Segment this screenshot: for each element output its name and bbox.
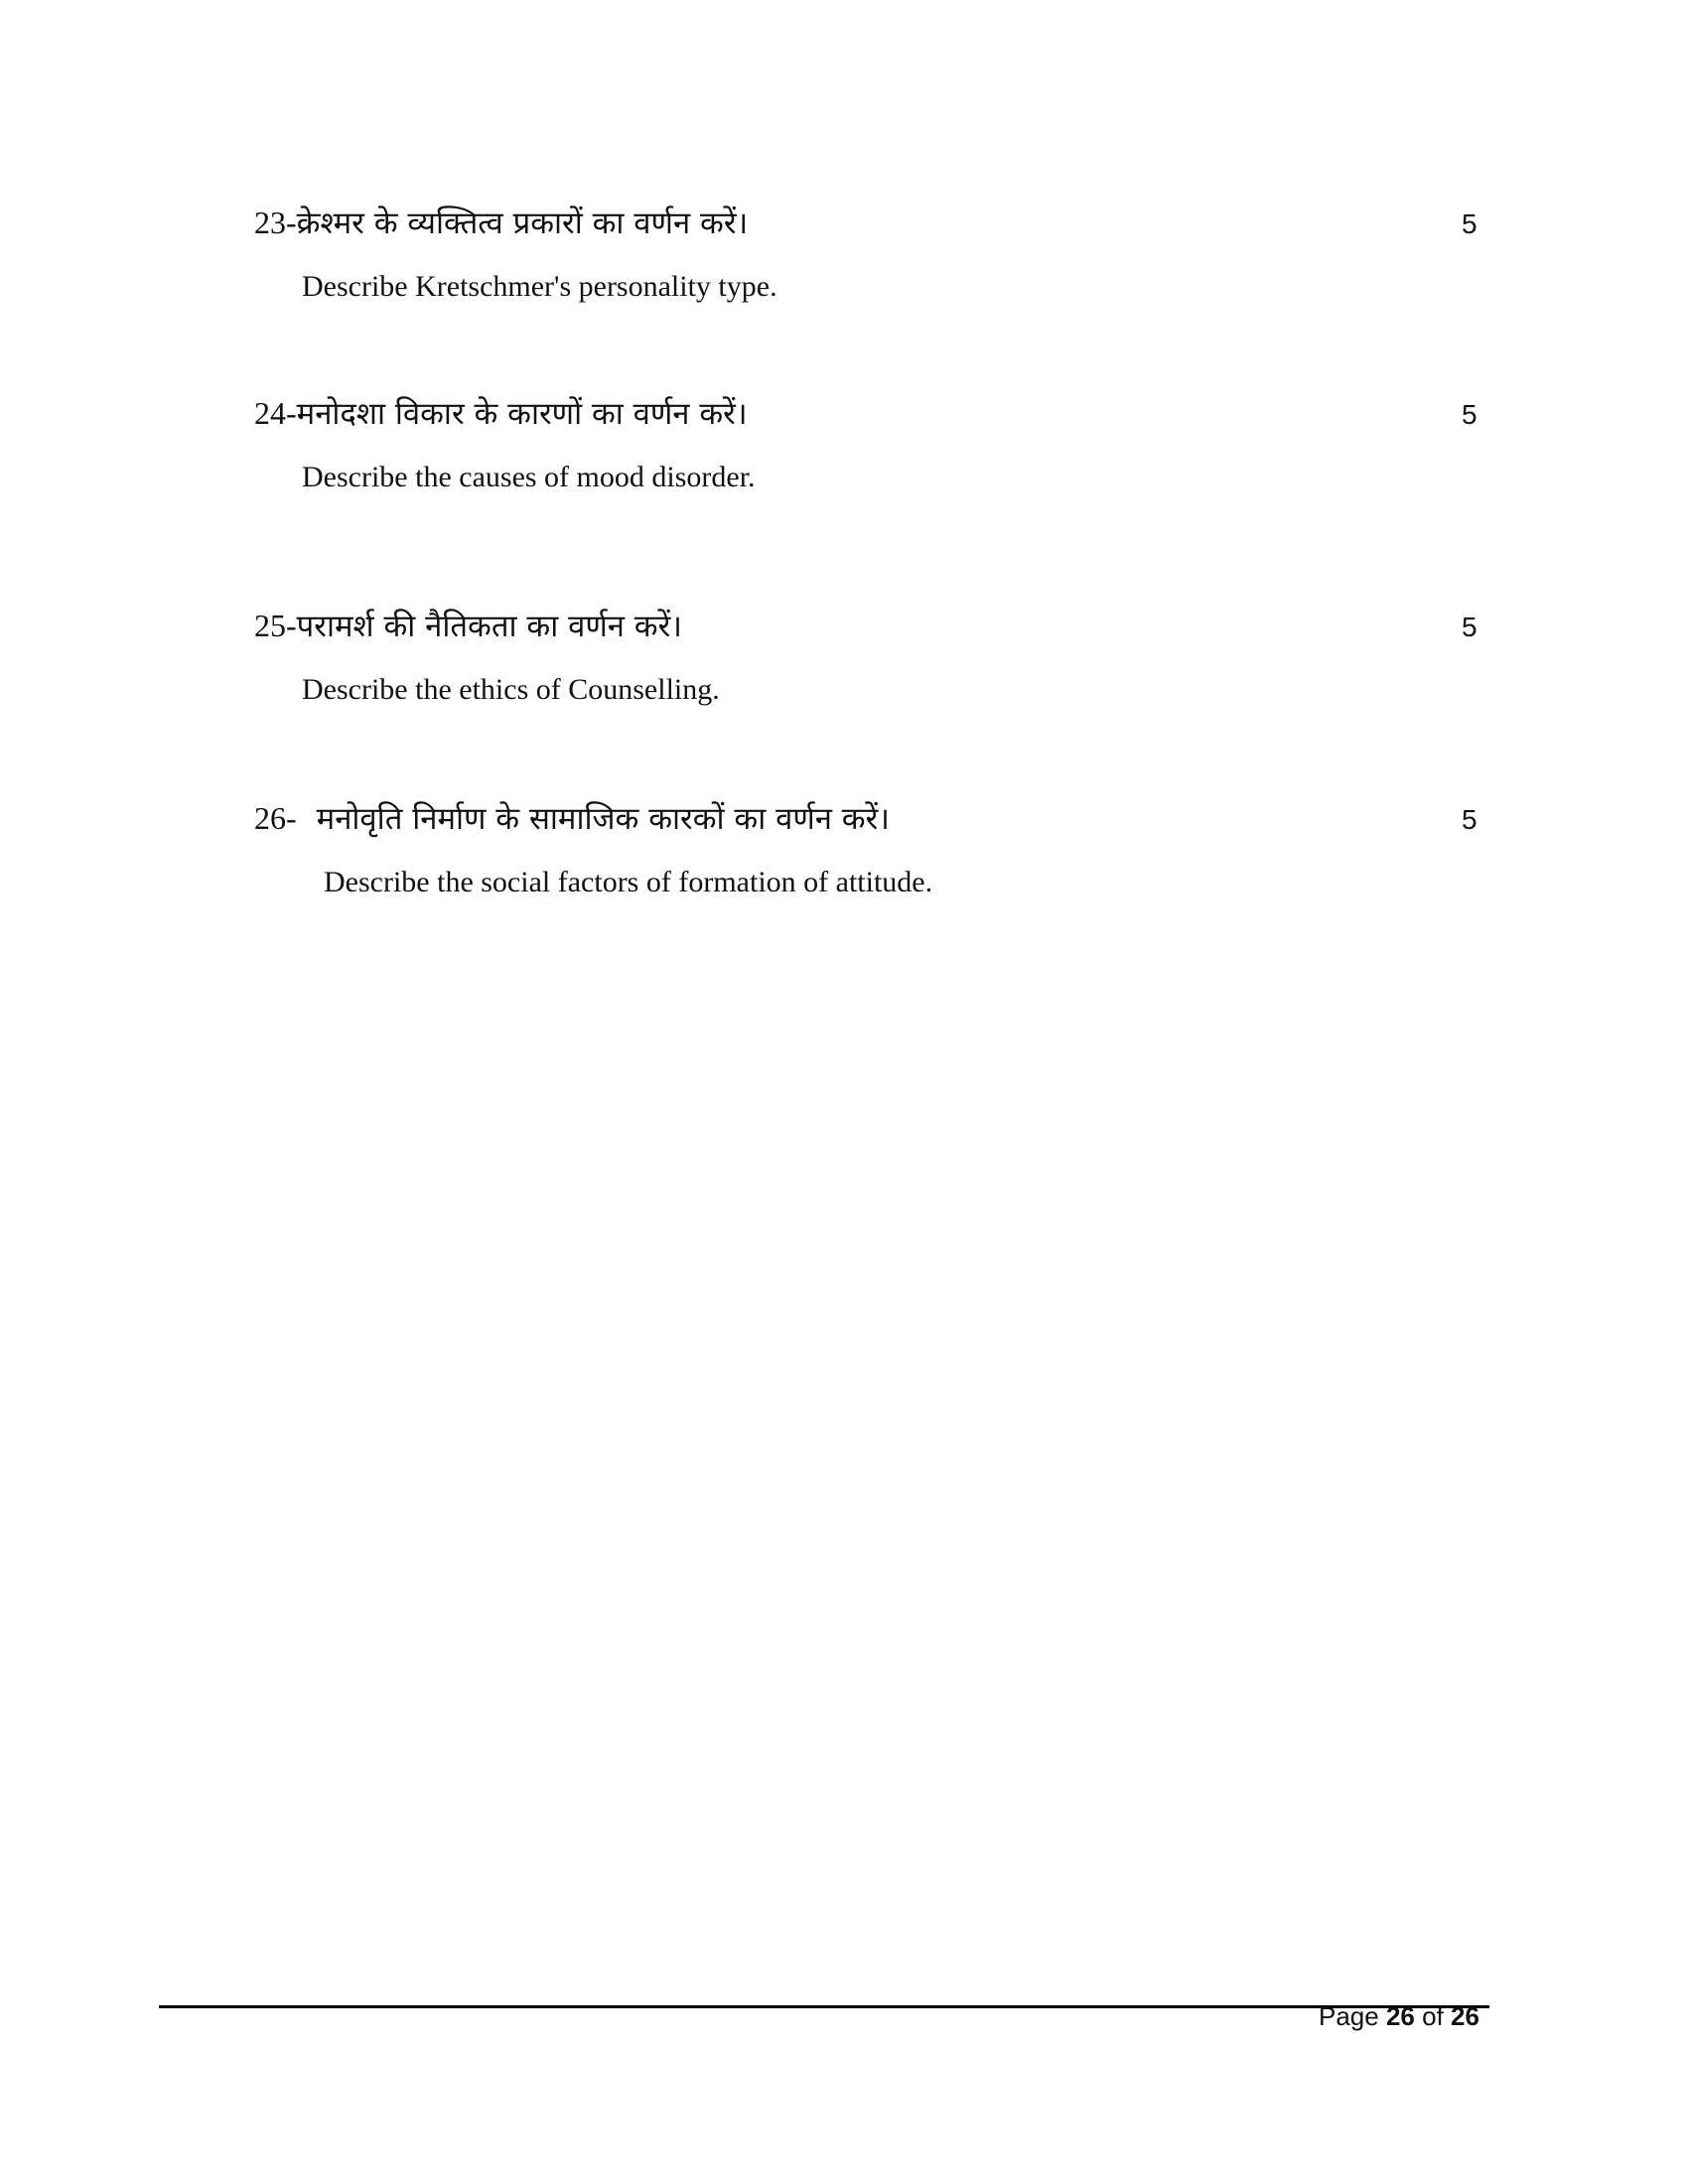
question-23-number: 23- (254, 205, 297, 240)
page-current: 26 (1385, 2001, 1415, 2031)
question-23-english: Describe Kretschmer's personality type. (302, 270, 777, 303)
question-23-marks: 5 (1462, 208, 1477, 239)
question-26-english: Describe the social factors of formation of attitude. (324, 866, 933, 898)
footer-divider (159, 2005, 1489, 2008)
page-total: 26 (1451, 2001, 1479, 2031)
question-24-english: Describe the causes of mood disorder. (302, 461, 756, 493)
page-number (1319, 2003, 1479, 2029)
question-26-number: 26- (254, 800, 297, 836)
question-23-hindi (254, 206, 748, 239)
question-25-number: 25- (254, 608, 297, 643)
question-25-hindi-text: परामर्श की नैतिकता का वर्णन करें। (296, 609, 683, 644)
question-24-marks: 5 (1462, 399, 1477, 430)
page-of: of (1422, 2001, 1444, 2031)
question-26-marks: 5 (1462, 804, 1477, 835)
question-24-number: 24- (254, 395, 297, 431)
question-26-hindi (254, 802, 890, 835)
question-23-hindi-text: क्रेश्मर के व्यक्तित्व प्रकारों का वर्णन करें। (296, 205, 749, 241)
page-prefix: Page (1319, 2001, 1379, 2031)
question-25-hindi (254, 610, 682, 642)
question-24-hindi-text: मनोदशा विकार के कारणों का वर्णन करें। (296, 396, 748, 432)
question-26-hindi-text: मनोवृति निर्माण के सामाजिक कारकों का वर्णन करें। (316, 801, 891, 837)
question-25-english: Describe the ethics of Counselling. (302, 673, 720, 706)
question-25-marks: 5 (1462, 612, 1477, 642)
question-24-hindi (254, 397, 748, 430)
